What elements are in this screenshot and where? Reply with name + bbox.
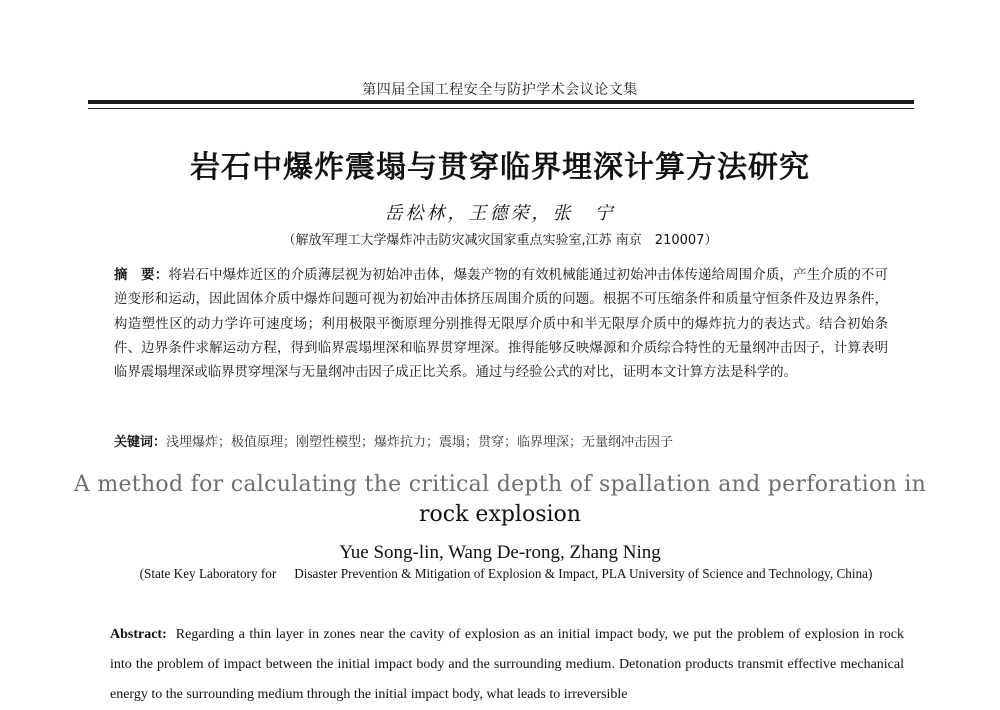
keywords-chinese-label: 关键词：: [114, 435, 167, 450]
affiliation-english-part1: (State Key Laboratory for: [139, 566, 277, 581]
header-rule-thick: [88, 100, 914, 104]
keywords-chinese-text: 浅埋爆炸；极值原理；刚塑性模型；爆炸抗力；震塌；贯穿；临界埋深；无量纲冲击因子: [166, 435, 674, 450]
paper-title-english-line1: A method for calculating the critical depth of spallation and perforation in: [73, 472, 927, 497]
abstract-english-label: Abstract:: [110, 627, 167, 642]
paper-title-chinese: 岩石中爆炸震塌与贯穿临界埋深计算方法研究: [190, 150, 810, 185]
affiliation-english: [96, 566, 916, 582]
abstract-english: [110, 620, 904, 710]
authors-chinese: 岳松林，王德荣，张 宁: [384, 203, 616, 224]
paper-title-english-line2: rock explosion: [419, 502, 581, 527]
keywords-chinese: [114, 431, 888, 450]
abstract-chinese-label: 摘 要：: [114, 268, 169, 283]
header-rule-thin: [88, 108, 914, 109]
affiliation-english-part2: Disaster Prevention & Mitigation of Explosion & Impact, PLA University of Science and Technology, China): [294, 566, 873, 581]
running-header: 第四届全国工程安全与防护学术会议论文集: [362, 82, 638, 98]
affiliation-chinese: （解放军理工大学爆炸冲击防灾减灾国家重点实验室,江苏 南京 210007）: [282, 233, 718, 248]
paper-title-english: [0, 470, 1000, 530]
abstract-chinese-text: 将岩石中爆炸近区的介质薄层视为初始冲击体，爆轰产物的有效机械能通过初始冲击体传递给周围介质，产生介质的不可逆变形和运动，因此固体介质中爆炸问题可视为初始冲击体挤压周围介质的问题。根据不可压缩条件和质量守恒条件及边界条件，构造塑性区的动力学许可速度场；利用极限平衡原理分别推得无限厚介质中和半无限厚介质中的爆炸抗力的表达式。结合初始条件、边界条件求解运动方程，得到临界震塌埋深和临界贯穿埋深。推得能够反映爆源和介质综合特性的无量纲冲击因子，计算表明临界震塌埋深或临界贯穿埋深与无量纲冲击因子成正比关系。通过与经验公式的对比，证明本文计算方法是科学的。: [114, 268, 889, 381]
abstract-chinese: [114, 264, 888, 385]
abstract-english-text: Regarding a thin layer in zones near the cavity of explosion as an initial impact body, we put the problem of explosion in rock into the problem of impact between the initial impact body and the surrounding medium. Detonation products transmit effective mechanical energy to the surrounding medium through the initial impact body, what leads to irreversible: [110, 627, 904, 702]
authors-english: Yue Song-lin, Wang De-rong, Zhang Ning: [339, 542, 661, 563]
